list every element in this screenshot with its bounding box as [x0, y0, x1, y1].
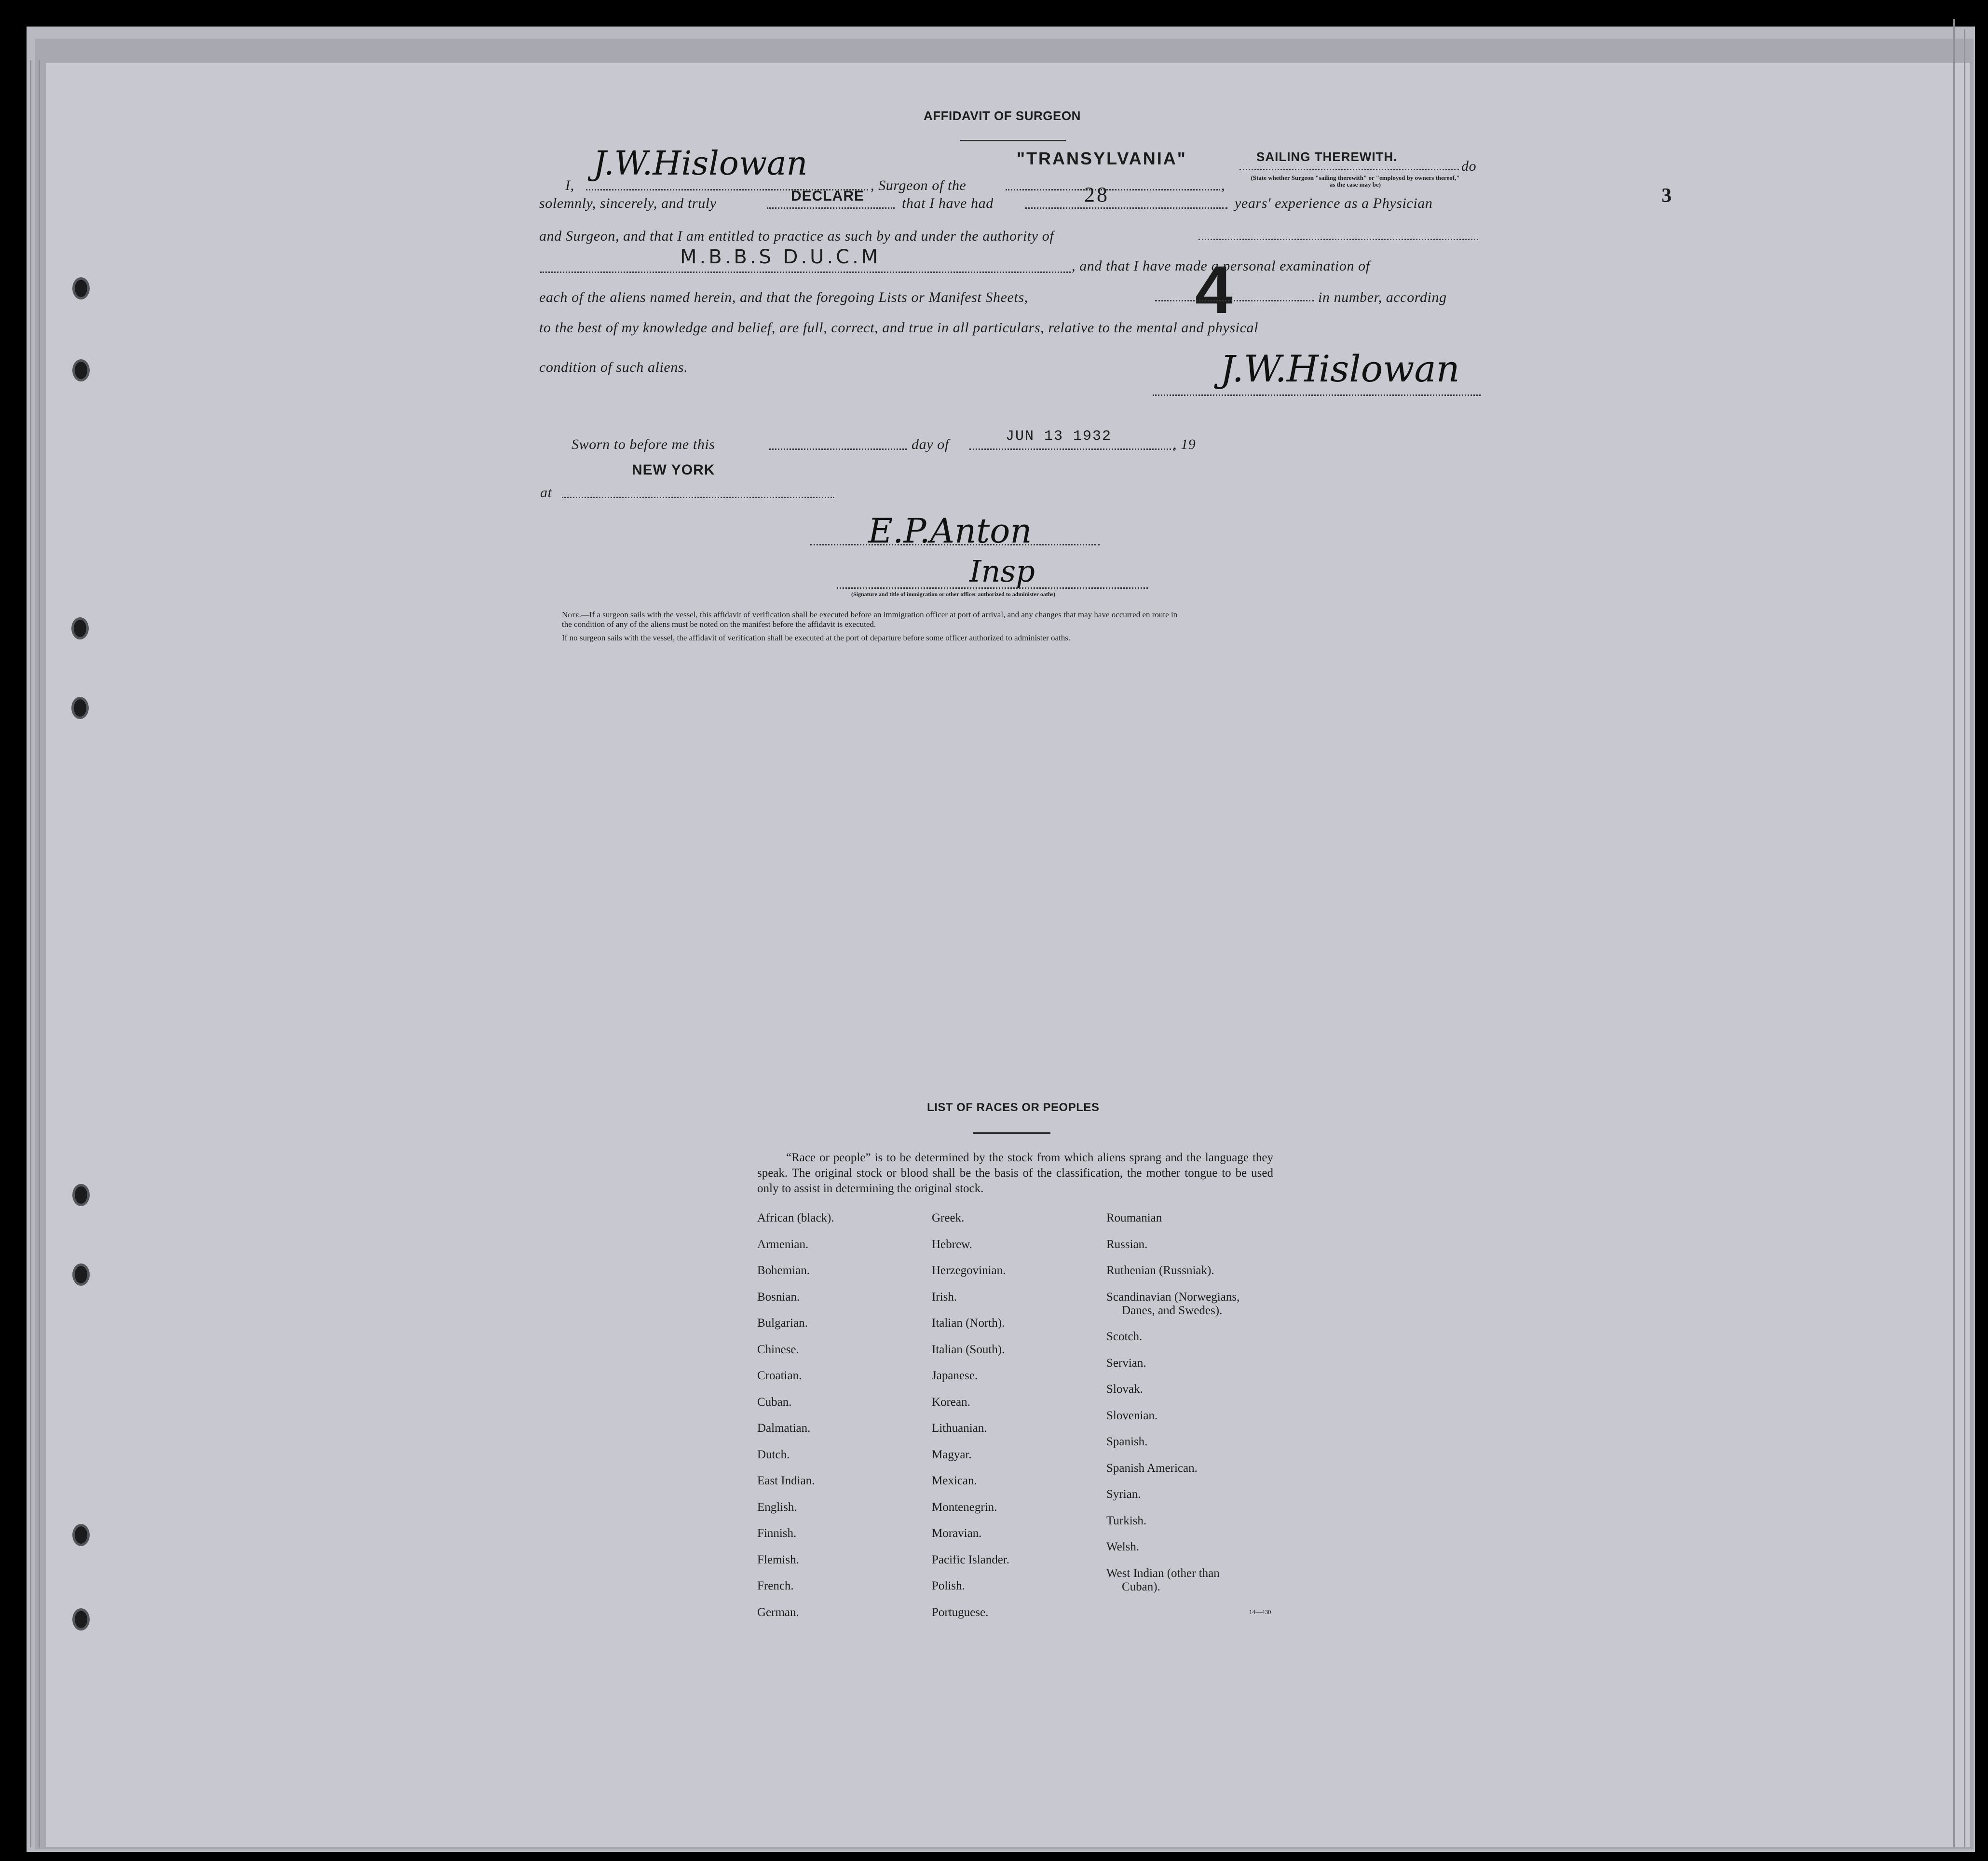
page-number: 3: [1661, 185, 1672, 207]
race-item: Bulgarian.: [757, 1317, 808, 1330]
affidavit-text: , and that I have made a personal examination of: [1072, 258, 1370, 274]
race-item: French.: [757, 1579, 794, 1592]
binder-hole: [71, 697, 89, 719]
race-item: Spanish.: [1106, 1435, 1148, 1448]
race-item: Italian (North).: [932, 1317, 1005, 1330]
affidavit-text: each of the aliens named herein, and that the foregoing Lists or Manifest Sheets,: [539, 289, 1028, 305]
race-item: Slovenian.: [1106, 1409, 1158, 1422]
affidavit-text: , Surgeon of the: [871, 177, 967, 193]
fill-line: [767, 207, 895, 209]
affidavit-text: Sworn to before me this: [572, 436, 715, 452]
race-item: Welsh.: [1106, 1540, 1140, 1553]
race-item: Lithuanian.: [932, 1422, 987, 1435]
race-item: Magyar.: [932, 1448, 972, 1461]
affidavit-text: day of: [912, 436, 949, 452]
race-item: Russian.: [1106, 1237, 1148, 1251]
fill-line: [1155, 300, 1314, 301]
vessel-name: "TRANSYLVANIA": [1017, 149, 1187, 168]
race-item: Finnish.: [757, 1527, 797, 1540]
page-stack-edge: [1953, 19, 1955, 1847]
signature-line: [810, 544, 1100, 545]
affidavit-title: AFFIDAVIT OF SURGEON: [924, 109, 1081, 123]
race-item: Danes, and Swedes).: [1122, 1304, 1223, 1317]
sailing-status: SAILING THEREWITH.: [1256, 149, 1398, 164]
race-item: Ruthenian (Russniak).: [1106, 1264, 1214, 1277]
race-item: Dutch.: [757, 1448, 790, 1461]
race-item: Cuban.: [757, 1395, 792, 1409]
fill-line: [769, 448, 907, 450]
authority-credentials: M.B.B.S D.U.C.M: [680, 246, 881, 268]
note-line: If no surgeon sails with the vessel, the affidavit of verification shall be executed at the port of departure before some officer authorized to administer oaths.: [562, 633, 1071, 642]
binder-hole: [71, 617, 89, 639]
race-item: German.: [757, 1605, 799, 1619]
binding-edge: [39, 60, 40, 1847]
affidavit-text: , 19: [1173, 436, 1196, 452]
fill-line: [1025, 207, 1227, 209]
race-item: Flemish.: [757, 1553, 799, 1566]
binding-edge: [30, 60, 31, 1847]
race-item: Pacific Islander.: [932, 1553, 1010, 1566]
note-line: —If a surgeon sails with the vessel, this affidavit of verification shall be executed before an immigration officer at port of arrival, and any changes that may have occurred en route in: [581, 610, 1178, 619]
affidavit-text: do: [1461, 158, 1477, 174]
race-item: Slovak.: [1106, 1383, 1143, 1396]
affidavit-text: years' experience as a Physician: [1235, 195, 1433, 211]
race-item: Montenegrin.: [932, 1500, 997, 1514]
signature-line: [1153, 394, 1481, 396]
race-item: Herzegovinian.: [932, 1264, 1006, 1277]
affidavit-text: that I have had: [902, 195, 994, 211]
race-item: African (black).: [757, 1211, 834, 1224]
binder-hole: [72, 1608, 90, 1630]
race-item: Polish.: [932, 1579, 965, 1592]
race-item: English.: [757, 1500, 797, 1514]
race-item: Croatian.: [757, 1369, 802, 1382]
title-underline: [960, 140, 1066, 141]
affidavit-text: in number, according: [1318, 289, 1447, 305]
race-item: Dalmatian.: [757, 1422, 811, 1435]
note-label: Note.: [562, 610, 581, 619]
affidavit-text: I,: [565, 177, 574, 193]
affidavit-text: solemnly, sincerely, and truly: [539, 195, 717, 211]
races-title-underline: [973, 1132, 1050, 1134]
fill-line: [1006, 189, 1220, 190]
race-item: Hebrew.: [932, 1237, 972, 1251]
fill-line: [1239, 169, 1459, 170]
race-item: Bohemian.: [757, 1264, 810, 1277]
races-intro: “Race or people” is to be determined by the stock from which aliens sprang and the language they speak. The original stock or blood shall be the basis of the classification, the mother tongue to be used only to assist in determining the original stock.: [757, 1151, 1273, 1195]
binder-hole: [72, 1263, 90, 1286]
race-item: Greek.: [932, 1211, 965, 1224]
race-item: Bosnian.: [757, 1290, 800, 1304]
race-item: Chinese.: [757, 1343, 799, 1356]
race-item: Roumanian: [1106, 1211, 1162, 1224]
binder-hole: [72, 359, 90, 381]
affidavit-text: and Surgeon, and that I am entitled to practice as such by and under the authority of: [539, 228, 1054, 244]
fill-line: [562, 497, 834, 498]
race-item: Turkish.: [1106, 1514, 1147, 1527]
fill-line: [540, 272, 1071, 273]
affidavit-text: condition of such aliens.: [539, 359, 688, 375]
affidavit-text: to the best of my knowledge and belief, are full, correct, and true in all particulars, relative to the mental and physical: [539, 320, 1259, 336]
surgeon-signature: J.W.Hislowan: [593, 145, 808, 183]
race-item: Syrian.: [1106, 1488, 1141, 1501]
binder-hole: [72, 277, 90, 299]
page-stack-edge: [1964, 29, 1965, 1847]
binder-hole: [72, 1184, 90, 1206]
sailing-note: (State whether Surgeon "sailing therewith" or "employed by owners thereof," as the case may be): [1251, 174, 1460, 188]
race-item: Moravian.: [932, 1527, 982, 1540]
manifest-sheets-count: 4: [1195, 252, 1233, 327]
affidavit-text: ,: [1221, 177, 1225, 193]
signature-line: [837, 587, 1148, 589]
sworn-date-stamp: JUN 13 1932: [1006, 428, 1112, 445]
race-item: East Indian.: [757, 1474, 815, 1487]
note-line: the condition of any of the aliens must be noted on the manifest before the affidavit is executed.: [562, 620, 876, 629]
fill-line: [1198, 239, 1478, 240]
officer-caption: (Signature and title of immigration or other officer authorized to administer oaths): [851, 591, 1056, 598]
race-item: Mexican.: [932, 1474, 977, 1487]
race-item: Cuban).: [1122, 1580, 1160, 1593]
years-experience: 28: [1084, 183, 1109, 206]
surgeon-signature-2: J.W.Hislowan: [1220, 347, 1460, 390]
fill-line: [969, 448, 1174, 450]
officer-signature: E.P.Anton: [868, 511, 1032, 551]
race-item: West Indian (other than: [1106, 1566, 1220, 1580]
officer-title-handwritten: Insp: [969, 554, 1035, 589]
binder-hole: [72, 1524, 90, 1546]
race-item: Italian (South).: [932, 1343, 1005, 1356]
declare-stamp: DECLARE: [791, 188, 865, 204]
race-item: Scotch.: [1106, 1330, 1143, 1343]
place-stamp: NEW YORK: [632, 462, 715, 478]
races-title: LIST OF RACES OR PEOPLES: [927, 1101, 1100, 1114]
race-item: Scandinavian (Norwegians,: [1106, 1290, 1240, 1304]
race-item: Armenian.: [757, 1237, 809, 1251]
affidavit-note: [562, 610, 1177, 620]
race-item: Japanese.: [932, 1369, 978, 1382]
form-number: 14—430: [1249, 1608, 1271, 1616]
affidavit-text: at: [540, 485, 552, 501]
race-item: Portuguese.: [932, 1605, 989, 1619]
race-item: Korean.: [932, 1395, 970, 1409]
race-item: Irish.: [932, 1290, 957, 1304]
race-item: Spanish American.: [1106, 1461, 1198, 1475]
race-item: Servian.: [1106, 1356, 1146, 1370]
